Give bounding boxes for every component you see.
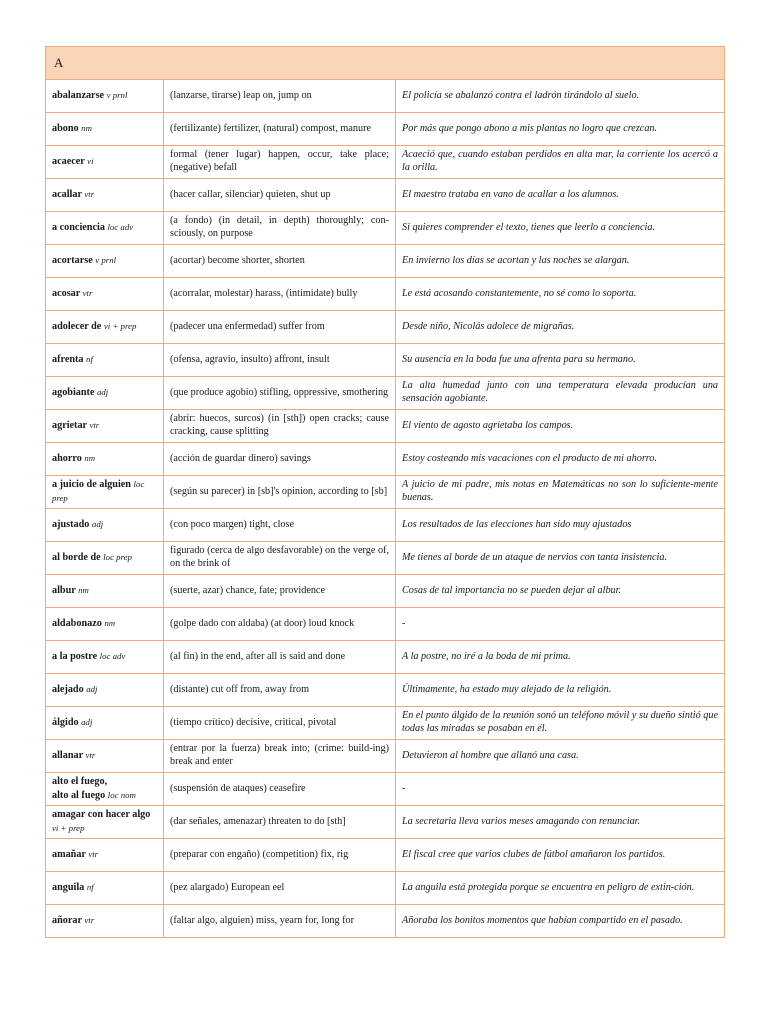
entry-part-of-speech: loc prep [103, 552, 132, 563]
entry-part-of-speech: vtr [84, 189, 95, 200]
entry-definition: (suspensión de ataques) ceasefire [164, 773, 396, 806]
entry-definition: (golpe dado con aldaba) (at door) loud knock [164, 608, 396, 641]
entry-part-of-speech: loc adv [107, 222, 134, 233]
entry-row [46, 212, 725, 245]
entry-term-cell [46, 80, 164, 113]
entry-term-cell [46, 773, 164, 806]
entry-definition: (ofensa, agravio, insulto) affront, insult [164, 344, 396, 377]
entry-row [46, 245, 725, 278]
entry-definition: (abrir: huecos, surcos) (in [sth]) open cracks; cause cracking, cause splitting [164, 410, 396, 443]
entry-row [46, 740, 725, 773]
entry-definition: (fertilizante) fertilizer, (natural) compost, manure [164, 113, 396, 146]
entry-term: allanar [52, 750, 83, 762]
entry-row [46, 839, 725, 872]
entry-part-of-speech: nf [86, 354, 93, 365]
entry-example: - [396, 773, 725, 806]
entry-example: Me tienes al borde de un ataque de nervios con tanta insistencia. [396, 542, 725, 575]
entry-term-cell [46, 641, 164, 674]
entry-example: Últimamente, ha estado muy alejado de la religión. [396, 674, 725, 707]
entry-term-alt: alto al fuego [52, 789, 106, 801]
entry-row [46, 410, 725, 443]
entry-part-of-speech: v prnl [95, 255, 117, 266]
entry-row [46, 575, 725, 608]
entry-definition: (tiempo crítico) decisive, critical, pivotal [164, 707, 396, 740]
entry-part-of-speech: nm [81, 123, 92, 134]
entry-part-of-speech: vi + prep [103, 321, 137, 332]
entry-row [46, 377, 725, 410]
entry-term: álgido [52, 717, 79, 729]
entry-definition: figurado (cerca de algo desfavorable) on the verge of, on the brink of [164, 542, 396, 575]
entry-term: agrietar [52, 420, 87, 432]
entry-part-of-speech: vtr [85, 750, 96, 761]
entry-term: adolecer de [52, 321, 102, 333]
entry-example: Su ausencia en la boda fue una afrenta para su hermano. [396, 344, 725, 377]
entry-definition: (según su parecer) in [sb]'s opinion, according to [sb] [164, 476, 396, 509]
entry-term-cell [46, 146, 164, 179]
entry-term: añorar [52, 915, 82, 927]
entry-term-cell [46, 212, 164, 245]
entry-term: amagar con hacer algo [52, 808, 151, 820]
entry-example: - [396, 608, 725, 641]
entry-definition: (lanzarse, tirarse) leap on, jump on [164, 80, 396, 113]
entry-row [46, 509, 725, 542]
entry-example: Desde niño, Nicolás adolece de migrañas. [396, 311, 725, 344]
entry-term-cell [46, 806, 164, 839]
entry-term-cell [46, 179, 164, 212]
entry-row [46, 608, 725, 641]
entry-example: A juicio de mi padre, mis notas en Matemáticas no son lo suficiente-mente buenas. [396, 476, 725, 509]
entry-term: acosar [52, 288, 81, 300]
vocabulary-table [45, 46, 725, 938]
entry-term-cell [46, 872, 164, 905]
entry-example: Estoy costeando mis vacaciones con el producto de mi ahorro. [396, 443, 725, 476]
entry-example: Le está acosando constantemente, no sé como lo soporta. [396, 278, 725, 311]
entry-example: Cosas de tal importancia no se pueden dejar al albur. [396, 575, 725, 608]
entry-row [46, 278, 725, 311]
entry-part-of-speech: vtr [84, 915, 95, 926]
entry-example: La alta humedad junto con una temperatura elevada producían una sensación agobiante. [396, 377, 725, 410]
entry-term-cell [46, 113, 164, 146]
entry-definition: (distante) cut off from, away from [164, 674, 396, 707]
entry-term: agobiante [52, 387, 95, 399]
entry-row [46, 179, 725, 212]
entry-part-of-speech: adj [97, 387, 109, 398]
entry-example: Acaeció que, cuando estaban perdidos en alta mar, la corriente los acercó a la orilla. [396, 146, 725, 179]
entry-part-of-speech: vtr [82, 288, 93, 299]
entry-definition: formal (tener lugar) happen, occur, take place; (negative) befall [164, 146, 396, 179]
entry-row [46, 707, 725, 740]
entry-example: En el punto álgido de la reunión sonó un teléfono móvil y su dueño sintió que todas las miradas se posaban en él. [396, 707, 725, 740]
entry-term-cell [46, 377, 164, 410]
entry-example: El maestro trataba en vano de acallar a los alumnos. [396, 179, 725, 212]
entry-term-cell [46, 608, 164, 641]
entry-definition: (al fin) in the end, after all is said and done [164, 641, 396, 674]
entry-term: a juicio de alguien [52, 479, 131, 491]
entry-definition: (acortar) become shorter, shorten [164, 245, 396, 278]
entry-term: amañar [52, 849, 86, 861]
entry-part-of-speech: vi + prep [52, 822, 85, 833]
entry-term-cell [46, 575, 164, 608]
entry-row [46, 443, 725, 476]
entry-term: abalanzarse [52, 90, 105, 102]
entry-term: aldabonazo [52, 618, 102, 630]
entry-example: Si quieres comprender el texto, tienes que leerlo a conciencia. [396, 212, 725, 245]
entry-definition: (dar señales, amenazar) threaten to do [sth] [164, 806, 396, 839]
entry-example: La anguila está protegida porque se encuentra en peligro de extin-ción. [396, 872, 725, 905]
entry-row [46, 542, 725, 575]
entry-example: El fiscal cree que varios clubes de fútbol amañaron los partidos. [396, 839, 725, 872]
entry-term: acortarse [52, 255, 93, 267]
entry-term-cell [46, 674, 164, 707]
entry-term: afrenta [52, 354, 84, 366]
entry-row [46, 146, 725, 179]
entry-term: abono [52, 123, 79, 135]
entry-example: A la postre, no iré a la boda de mi prima. [396, 641, 725, 674]
entry-part-of-speech: vtr [89, 420, 100, 431]
entry-definition: (preparar con engaño) (competition) fix, rig [164, 839, 396, 872]
entry-term-cell [46, 311, 164, 344]
entry-term: alejado [52, 684, 84, 696]
entry-example: Por más que pongo abono a mis plantas no logro que crezcan. [396, 113, 725, 146]
entry-row [46, 773, 725, 806]
entry-example: Los resultados de las elecciones han sido muy ajustados [396, 509, 725, 542]
entry-part-of-speech: nm [84, 453, 96, 464]
entry-definition: (acción de guardar dinero) savings [164, 443, 396, 476]
entry-definition: (acorralar, molestar) harass, (intimidate) bully [164, 278, 396, 311]
entry-row [46, 80, 725, 113]
entry-term: a la postre [52, 651, 98, 663]
entry-part-of-speech: nf [86, 882, 94, 893]
entry-term-cell [46, 707, 164, 740]
entry-term: ajustado [52, 519, 90, 531]
entry-term-cell [46, 278, 164, 311]
entry-part-of-speech: adj [91, 519, 104, 530]
entry-term-cell [46, 245, 164, 278]
entry-row [46, 872, 725, 905]
entry-definition: (con poco margen) tight, close [164, 509, 396, 542]
entry-definition: (entrar por la fuerza) break into; (crime: build-ing) break and enter [164, 740, 396, 773]
entry-definition: (suerte, azar) chance, fate; providence [164, 575, 396, 608]
entry-row [46, 674, 725, 707]
entry-part-of-speech: loc adv [99, 651, 126, 662]
entry-row [46, 806, 725, 839]
entry-definition: (pez alargado) European eel [164, 872, 396, 905]
entry-example: La secretaria lleva varios meses amagando con renunciar. [396, 806, 725, 839]
entry-term-cell [46, 905, 164, 938]
entry-term-cell [46, 740, 164, 773]
entry-row [46, 113, 725, 146]
entry-part-of-speech: vtr [88, 849, 99, 860]
entry-term-cell [46, 476, 164, 509]
entry-term: al borde de [52, 552, 101, 564]
entry-term: alto el fuego, [52, 775, 108, 787]
entry-term: acallar [52, 189, 82, 201]
entry-part-of-speech: loc nom [107, 789, 136, 800]
entry-row [46, 476, 725, 509]
entry-term-cell [46, 443, 164, 476]
entry-part-of-speech: nm [104, 618, 116, 629]
entry-term: a conciencia [52, 222, 105, 234]
entry-row [46, 311, 725, 344]
entry-term: albur [52, 585, 76, 597]
entry-definition: (que produce agobio) stifling, oppressive, smothering [164, 377, 396, 410]
entry-part-of-speech: adj [81, 717, 93, 728]
entry-term-cell [46, 509, 164, 542]
entry-term: anguila [52, 882, 85, 894]
section-letter: A [46, 47, 725, 80]
entry-part-of-speech: loc prep [52, 479, 145, 503]
section-header-row [46, 47, 725, 80]
entry-example: En invierno los días se acortan y las noches se alargan. [396, 245, 725, 278]
entry-example: El policía se abalanzó contra el ladrón tirándolo al suelo. [396, 80, 725, 113]
entry-part-of-speech: v prnl [106, 90, 128, 101]
entry-definition: (padecer una enfermedad) suffer from [164, 311, 396, 344]
entry-part-of-speech: vi [87, 156, 94, 167]
entry-row [46, 905, 725, 938]
entry-row [46, 344, 725, 377]
entry-definition: (a fondo) (in detail, in depth) thoroughly; con-sciously, on purpose [164, 212, 396, 245]
entry-row [46, 641, 725, 674]
entry-definition: (hacer callar, silenciar) quieten, shut up [164, 179, 396, 212]
entry-term: acaecer [52, 156, 85, 168]
entry-part-of-speech: nm [78, 585, 89, 596]
entry-example: El viento de agosto agrietaba los campos. [396, 410, 725, 443]
entry-term-cell [46, 344, 164, 377]
entry-term-cell [46, 410, 164, 443]
entry-term-cell [46, 542, 164, 575]
entry-term-cell [46, 839, 164, 872]
entry-example: Detuvieron al hombre que allanó una casa. [396, 740, 725, 773]
entry-part-of-speech: adj [86, 684, 98, 695]
entry-definition: (faltar algo, alguien) miss, yearn for, long for [164, 905, 396, 938]
entry-example: Añoraba los bonitos momentos que habían compartido en el pasado. [396, 905, 725, 938]
entry-term: ahorro [52, 453, 82, 465]
